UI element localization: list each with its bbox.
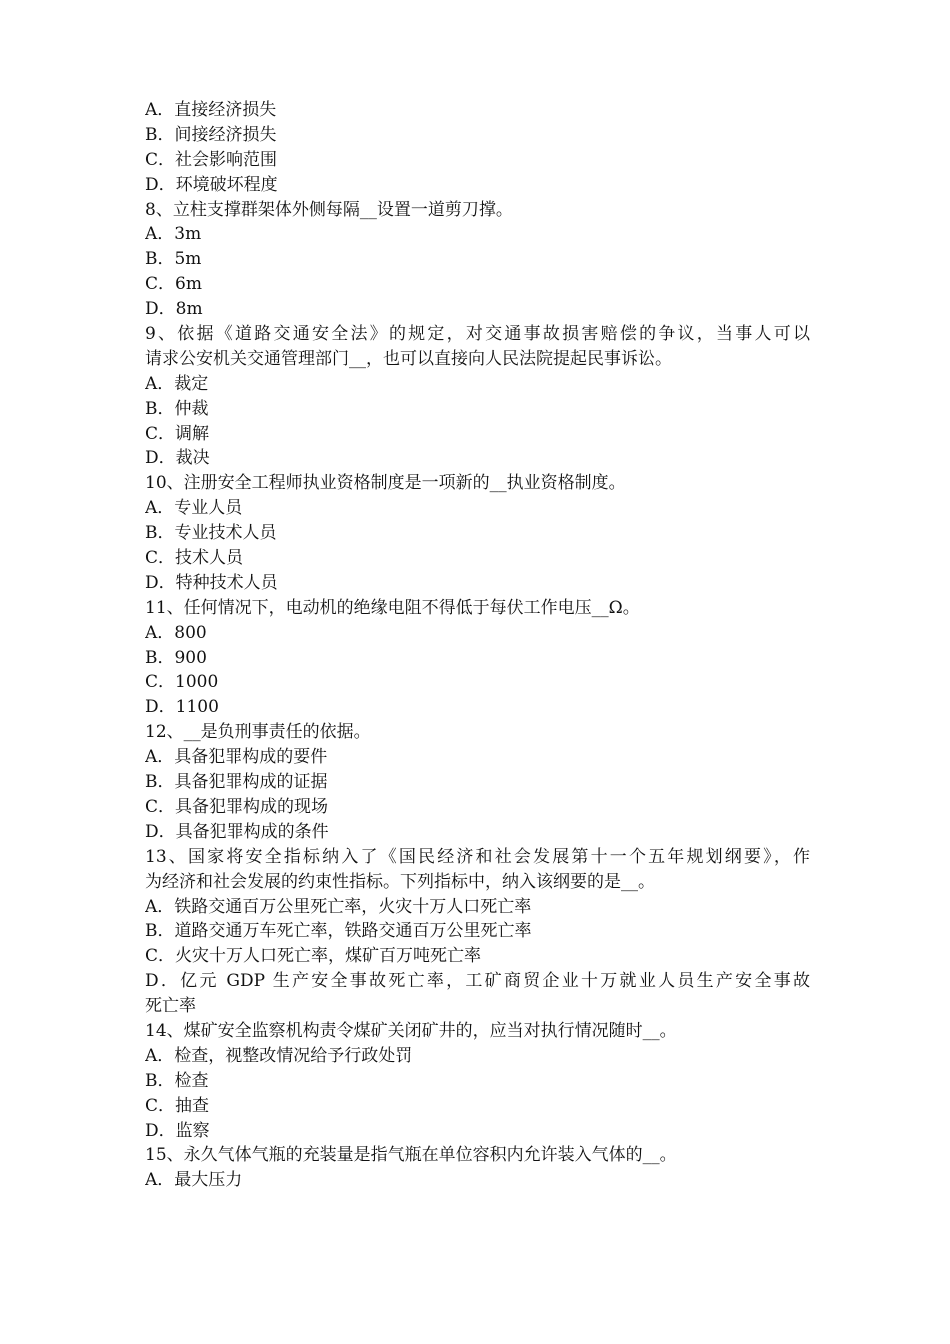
option-text-line: A．直接经济损失 [145,100,277,120]
option-text-line: A．专业人员 [145,498,243,519]
option-text-line: C．技术人员 [145,548,244,569]
option-text-line: D．1100 [145,697,219,718]
option-text-line: C．调解 [145,423,210,444]
question-text-line: 9、依据《道路交通安全法》的规定，对交通事故损害赔偿的争议，当事人可以 [145,324,810,345]
option-text-line: D．裁决 [145,448,210,469]
option-text-line: B．道路交通万车死亡率，铁路交通百万公里死亡率 [145,921,532,942]
question-text-line: 12、__是负刑事责任的依据。 [145,722,371,743]
option-text-line: B．间接经济损失 [145,124,277,145]
option-text-line: B．900 [145,647,207,668]
option-text-line: A．800 [145,622,207,643]
question-text-line: 8、立柱支撑群架体外侧每隔__设置一道剪刀撑。 [145,199,513,220]
option-text-line: 死亡率 [145,996,196,1017]
option-text-line: D．特种技术人员 [145,572,278,593]
question-text-line: 13、国家将安全指标纳入了《国民经济和社会发展第十一个五年规划纲要》，作 [145,846,810,867]
option-text-line: D．环境破坏程度 [145,174,278,195]
option-text-line: D．8m [145,299,203,320]
option-text-line: D．监察 [145,1120,210,1141]
option-text-line: B．检查 [145,1070,209,1091]
question-text-line: 请求公安机关交通管理部门__，也可以直接向人民法院提起民事诉讼。 [145,348,672,369]
option-text-line: A．最大压力 [145,1170,243,1191]
option-text-line: C．火灾十万人口死亡率，煤矿百万吨死亡率 [145,946,482,967]
option-text-line: A．铁路交通百万公里死亡率，火灾十万人口死亡率 [145,896,532,917]
option-text-line: A．3m [145,224,202,245]
option-text-line: B．具备犯罪构成的证据 [145,772,328,793]
option-text-line: D．亿元 GDP 生产安全事故死亡率，工矿商贸企业十万就业人员生产安全事故 [145,971,810,992]
question-text-line: 为经济和社会发展的约束性指标。下列指标中，纳入该纲要的是__。 [145,871,655,892]
document-page [145,98,810,1193]
question-text-line: 14、煤矿安全监察机构责令煤矿关闭矿井的，应当对执行情况随时__。 [145,1020,677,1041]
option-text-line: C．社会影响范围 [145,149,278,170]
question-text-line: 11、任何情况下，电动机的绝缘电阻不得低于每伏工作电压__Ω。 [145,597,640,618]
question-text-line: 15、永久气体气瓶的充装量是指气瓶在单位容积内允许装入气体的__。 [145,1145,677,1166]
option-text-line: A．检查，视整改情况给予行政处罚 [145,1045,413,1066]
option-text-line: D．具备犯罪构成的条件 [145,821,329,842]
option-text-line: B．专业技术人员 [145,523,277,544]
option-text-line: C．6m [145,274,202,295]
question-text-line: 10、注册安全工程师执业资格制度是一项新的__执业资格制度。 [145,473,626,494]
option-text-line: A．裁定 [145,373,209,394]
option-text-line: B．5m [145,249,202,270]
option-text-line: C．具备犯罪构成的现场 [145,796,329,817]
option-text-line: A．具备犯罪构成的要件 [145,747,328,768]
option-text-line: C．1000 [145,672,219,693]
option-text-line: B．仲裁 [145,398,209,419]
option-text-line: C．抽查 [145,1095,210,1116]
